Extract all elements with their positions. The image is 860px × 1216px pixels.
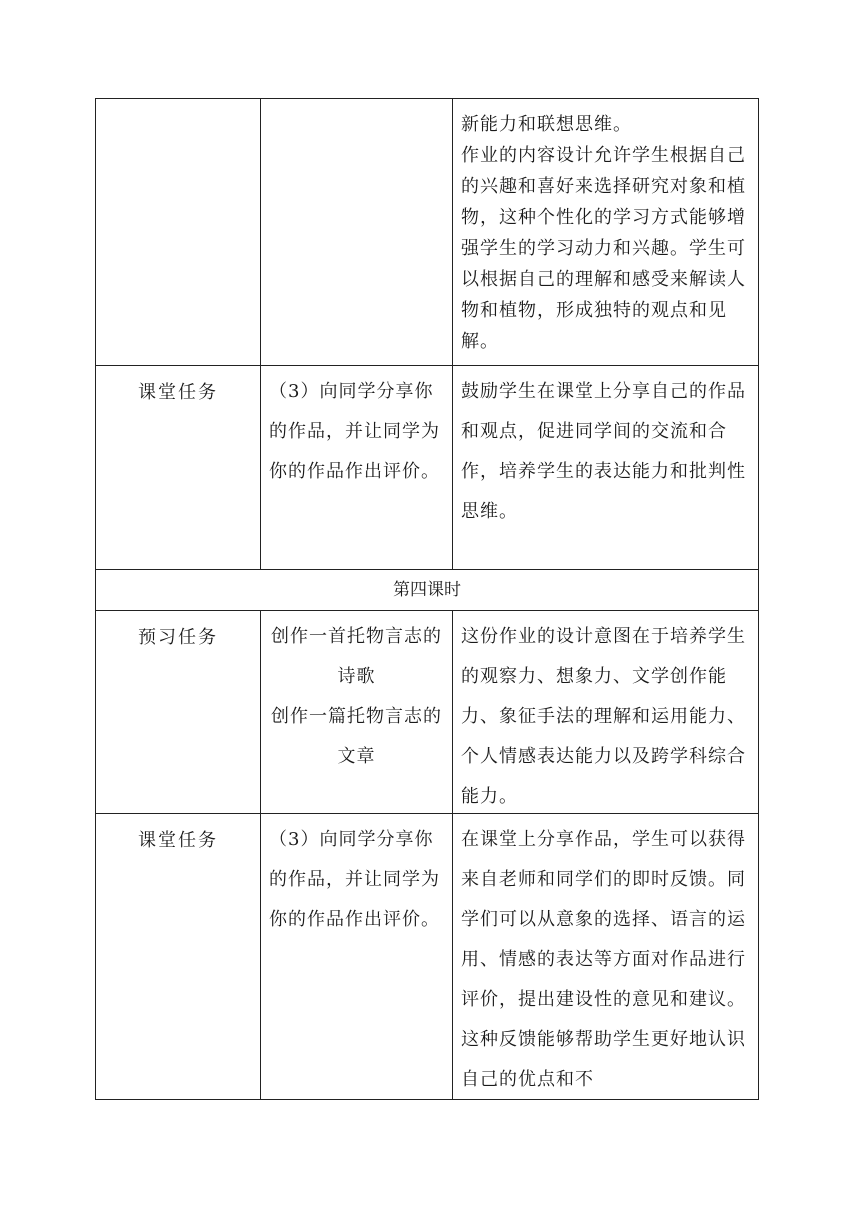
task-type-cell xyxy=(96,814,261,1099)
task-content-cell xyxy=(261,814,453,1099)
table-row-section-header xyxy=(96,570,759,611)
design-intent-cell xyxy=(453,814,759,1099)
design-intent-text: 鼓励学生在课堂上分享自己的作品和观点，促进同学间的交流和合作，培养学生的表达能力和批判性思维。 xyxy=(461,381,746,522)
task-content-cell xyxy=(261,99,453,365)
task-type-label: 预习任务 xyxy=(138,627,218,648)
design-intent-text: 在课堂上分享作品，学生可以获得来自老师和同学们的即时反馈。同学们可以从意象的选择、语言的运用、情感的表达等方面对作品进行评价，提出建设性的意见和建议。这种反馈能够帮助学生更好地认识自己的优点和不 xyxy=(461,829,746,1090)
task-type-label xyxy=(96,99,260,111)
task-type-cell xyxy=(96,366,261,569)
lesson-plan-table xyxy=(95,98,759,1100)
task-content-text: 创作一首托物言志的诗歌 创作一篇托物言志的文章 xyxy=(271,626,442,767)
design-intent-cell xyxy=(453,366,759,569)
design-intent-cell xyxy=(453,99,759,365)
task-content-cell xyxy=(261,366,453,569)
task-type-label: 课堂任务 xyxy=(138,830,218,851)
task-type-label: 课堂任务 xyxy=(138,382,218,403)
section-title: 第四课时 xyxy=(96,570,759,610)
table-row xyxy=(96,99,759,366)
task-content-text xyxy=(261,99,452,109)
task-content-text: （3）向同学分享你的作品，并让同学为你的作品作出评价。 xyxy=(269,829,440,930)
table-row xyxy=(96,366,759,570)
table-row xyxy=(96,611,759,814)
table-row xyxy=(96,814,759,1100)
task-type-cell xyxy=(96,611,261,813)
design-intent-text: 新能力和联想思维。 作业的内容设计允许学生根据自己的兴趣和喜好来选择研究对象和植物，这种个性化的学习方式能够增强学生的学习动力和兴趣。学生可以根据自己的理解和感受来解读人物和植物，形成独特的观点和见解。 xyxy=(461,114,746,352)
task-type-cell xyxy=(96,99,261,365)
task-content-cell xyxy=(261,611,453,813)
design-intent-cell xyxy=(453,611,759,813)
design-intent-text: 这份作业的设计意图在于培养学生的观察力、想象力、文学创作能力、象征手法的理解和运用能力、个人情感表达能力以及跨学科综合能力。 xyxy=(461,626,746,807)
task-content-text: （3）向同学分享你的作品，并让同学为你的作品作出评价。 xyxy=(269,381,440,482)
